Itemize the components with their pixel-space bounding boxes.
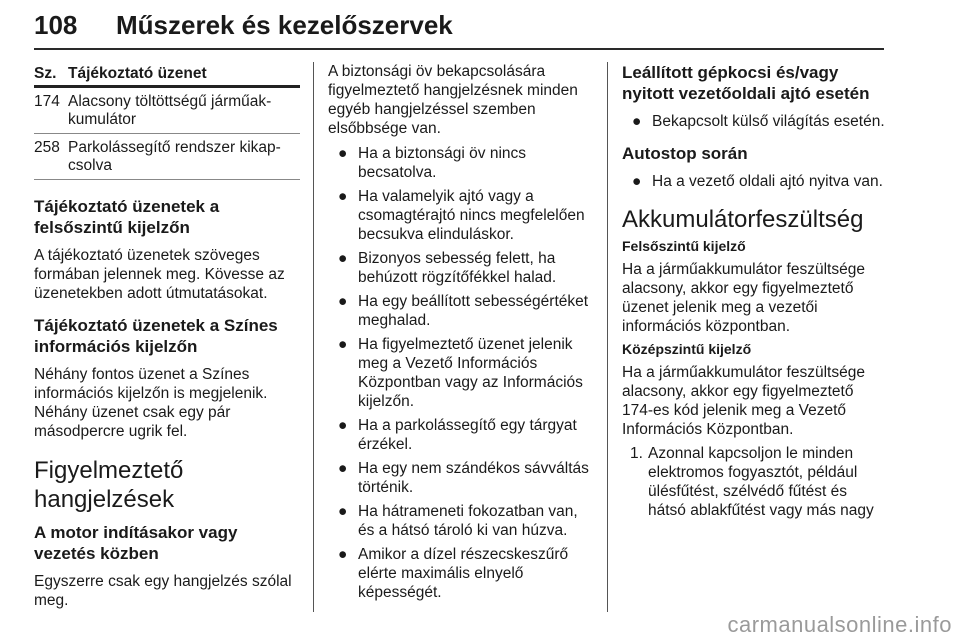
table-header-message: Tájékoztató üzenet [68,62,300,87]
table-row [34,134,300,180]
list-item: ● Ha a biztonsági öv nincs becsatolva. [338,145,527,181]
bullet-icon: ● [632,113,642,130]
sub-heading: Felsőszintű kijelző [622,238,746,254]
table-cell-code: 258 [34,134,68,180]
section-text: Ha a járműakkumulátor feszültsége alacsony, akkor egy figyelmeztető 174-es kód jelenik meg a Vezető Információs Központban. [622,364,865,438]
section-heading: Tájékoztató üzenetek a felsőszintű kijelzőn [34,197,220,237]
list-item: ● Amikor a dízel részecskeszűrő elérte maximális elnyelő képességét. [338,546,569,601]
bullet-icon: ● [338,145,348,162]
section-text: Ha a járműakkumulátor feszültsége alacsony, akkor egy figyelmeztető üzenet jelenik meg a vezetői információs központban. [622,261,865,335]
table-cell-message: Parkolássegítő rendszer kikap- csolva [68,134,300,180]
table-cell-message: Alacsony töltöttségű járműak- kumulátor [68,87,300,134]
main-heading: Figyelmeztető hangjelzések [34,457,184,513]
bullet-icon: ● [338,293,348,310]
section-heading: Leállított gépkocsi és/vagy nyitott vezetőoldali ajtó esetén [622,63,870,103]
column-1 [34,62,300,610]
list-item: ● Ha valamelyik ajtó vagy a csomagtérajtó nincs megfelelően becsukva elinduláskor. [338,188,585,243]
table-cell-code: 174 [34,87,68,134]
watermark: carmanualsonline.info [727,612,952,637]
list-item: 1. Azonnal kapcsoljon le minden elektromos fogyasztót, például ülésfűtést, szélvédő fűtést és hátsó ablakfűtést vagy más nagy [630,445,874,519]
bullet-icon: ● [338,546,348,563]
list-item: ● Ha figyelmeztető üzenet jelenik meg a Vezető Információs Központban vagy az Információs kijelzőn. [338,336,583,410]
bullet-icon: ● [338,188,348,205]
bullet-icon: ● [338,336,348,353]
autostop-list [622,172,888,191]
section-text: Néhány fontos üzenet a Színes információs kijelzőn is megjelenik. Néhány üzenet csak egy pár másodpercre ugrik fel. [34,366,268,440]
sub-heading: Középszintű kijelző [622,341,752,357]
list-item: ● Ha a vezető oldali ajtó nyitva van. [632,173,883,190]
list-item: ● Ha a parkolássegítő egy tárgyat érzékel. [338,417,577,453]
sub-heading: A motor indításakor vagy vezetés közben [34,523,238,563]
column-divider [313,62,314,612]
warning-list [328,144,592,602]
bullet-icon: ● [338,460,348,477]
list-item: ● Bizonyos sebesség felett, ha behúzott rögzítőfékkel halad. [338,250,557,286]
page-header [34,6,884,50]
page-number: 108 [34,10,78,40]
list-item: ● Ha egy beállított sebességértéket meghalad. [338,293,589,329]
section-text: A tájékoztató üzenetek szöveges formában jelennek meg. Kövesse az üzenetekben adott útmutatásokat. [34,247,285,302]
list-item: ● Ha hátrameneti fokozatban van, és a hátsó tároló ki van húzva. [338,503,578,539]
section-heading: Tájékoztató üzenetek a Színes információs kijelzőn [34,316,278,356]
parked-list [622,112,888,131]
list-item: ● Bekapcsolt külső világítás esetén. [632,113,885,130]
bullet-icon: ● [338,417,348,434]
intro-text: A biztonsági öv bekapcsolására figyelmeztető hangjelzésnek minden egyéb hangjelzéssel szemben elsőbbsége van. [328,63,578,137]
section-text: Egyszerre csak egy hangjelzés szólal meg. [34,573,292,609]
list-item: ● Ha egy nem szándékos sávváltás történik. [338,460,589,496]
bullet-icon: ● [338,503,348,520]
column-2 [328,62,592,602]
column-divider [607,62,608,612]
section-heading: Autostop során [622,144,748,163]
steps-list [622,444,888,520]
table-header-code: Sz. [34,62,68,87]
page-title: Műszerek és kezelőszervek [116,10,453,40]
table-header-row [34,62,300,87]
table-row [34,87,300,134]
main-heading: Akkumulátorfeszültség [622,206,864,233]
message-table [34,62,300,180]
bullet-icon: ● [338,250,348,267]
column-3 [622,62,888,520]
bullet-icon: ● [632,173,642,190]
